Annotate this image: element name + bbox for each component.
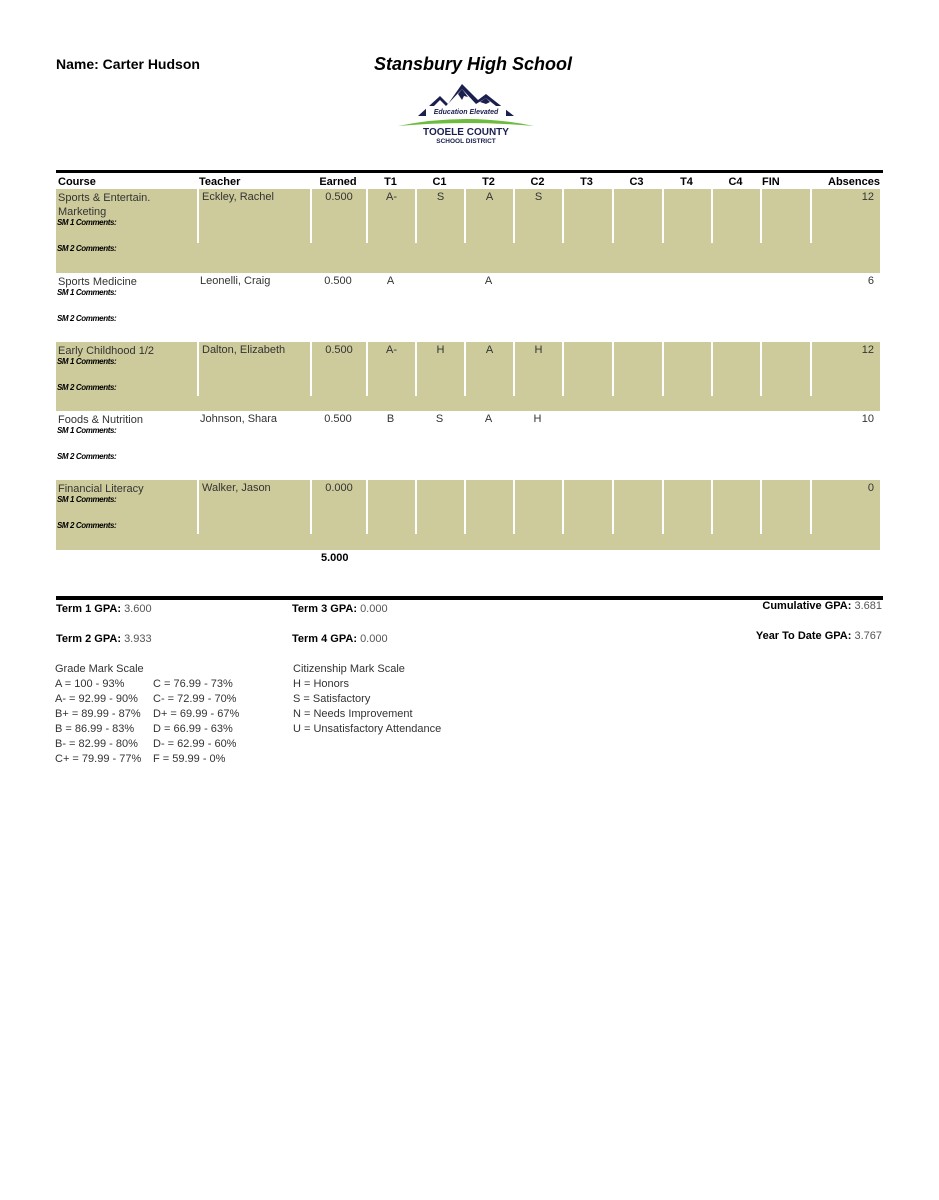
citizenship-c4: [711, 342, 760, 396]
svg-text:TOOELE COUNTY: TOOELE COUNTY: [423, 127, 509, 138]
grade-t1: [366, 480, 415, 534]
grade-scale-item: D = 66.99 - 63%: [153, 723, 233, 735]
grade-t1: A: [386, 275, 395, 287]
table-row: [56, 273, 880, 342]
course-name: Early Childhood 1/2: [58, 345, 155, 357]
citizenship-c1: [415, 273, 464, 327]
grade-t3: [562, 480, 612, 534]
citizenship-c4: [711, 273, 760, 327]
table-row: [56, 189, 880, 273]
sm2-comments-label: SM 2 Comments:: [57, 452, 117, 461]
citizenship-c3: [612, 411, 662, 465]
grade-t3: [562, 342, 612, 396]
school-name: Stansbury High School: [374, 54, 573, 74]
table-row: [56, 411, 880, 480]
citizenship-c1: H: [415, 342, 464, 396]
grade-t4: [662, 273, 711, 327]
citizenship-c2: S: [513, 189, 562, 243]
col-absences: Absences: [828, 176, 880, 188]
course-name: Financial Literacy: [58, 483, 144, 495]
absences-count: 0: [810, 480, 880, 534]
col-t2: T2: [482, 176, 495, 188]
sm1-comments-label: SM 1 Comments:: [57, 426, 117, 435]
grade-t1: A-: [366, 342, 415, 396]
grade-scale-title: Grade Mark Scale: [55, 663, 144, 675]
grade-scale-item: B+ = 89.99 - 87%: [55, 708, 141, 720]
citizenship-c4: [711, 189, 760, 243]
course-name: Sports Medicine: [58, 276, 137, 288]
grade-t2: A: [484, 275, 493, 287]
term1-gpa: Term 1 GPA: 3.600: [56, 603, 152, 615]
grade-t2: A: [484, 413, 493, 425]
citizenship-c4: [711, 480, 760, 534]
citizenship-scale-item: U = Unsatisfactory Attendance: [293, 723, 442, 735]
grade-final: [760, 189, 810, 243]
student-name: Name: Carter Hudson: [56, 56, 200, 72]
sm2-comments-label: SM 2 Comments:: [57, 521, 117, 530]
credits-earned: 0.000: [310, 480, 366, 534]
citizenship-c1: [415, 480, 464, 534]
citizenship-scale-item: N = Needs Improvement: [293, 708, 413, 720]
district-logo: [396, 82, 536, 148]
gpa-top-rule: [56, 596, 883, 600]
grade-t2: [464, 480, 513, 534]
term3-gpa: Term 3 GPA: 0.000: [292, 603, 388, 615]
col-c1: C1: [432, 176, 447, 188]
citizenship-c3: [612, 189, 662, 243]
grade-scale-item: C+ = 79.99 - 77%: [55, 753, 142, 765]
grade-t3: [562, 189, 612, 243]
grade-scale-item: B- = 82.99 - 80%: [55, 738, 138, 750]
col-course: Course: [58, 176, 96, 188]
total-earned: 5.000: [321, 552, 349, 564]
credits-earned: 0.500: [324, 275, 352, 287]
sm1-comments-label: SM 1 Comments:: [57, 218, 117, 227]
col-c2: C2: [530, 176, 545, 188]
sm1-comments-label: SM 1 Comments:: [57, 495, 117, 504]
grade-final: [760, 342, 810, 396]
grade-t1: A-: [366, 189, 415, 243]
grade-t4: [662, 411, 711, 465]
grade-scale-item: C- = 72.99 - 70%: [153, 693, 237, 705]
citizenship-scale-item: H = Honors: [293, 678, 349, 690]
col-t4: T4: [680, 176, 693, 188]
col-c4: C4: [728, 176, 743, 188]
citizenship-c3: [612, 273, 662, 327]
citizenship-c1: S: [415, 189, 464, 243]
citizenship-scale-title: Citizenship Mark Scale: [293, 663, 405, 675]
grade-t4: [662, 480, 711, 534]
sm1-comments-label: SM 1 Comments:: [57, 288, 117, 297]
citizenship-c3: [612, 342, 662, 396]
course-name: Foods & Nutrition: [58, 414, 143, 426]
sm2-comments-label: SM 2 Comments:: [57, 383, 117, 392]
col-earned: Earned: [319, 176, 357, 188]
grade-scale-item: A- = 92.99 - 90%: [55, 693, 138, 705]
absences-count: 10: [861, 413, 874, 425]
citizenship-c2: H: [513, 342, 562, 396]
grades-table-header: [56, 176, 883, 189]
absences-count: 12: [810, 189, 880, 243]
sm2-comments-label: SM 2 Comments:: [57, 314, 117, 323]
grade-scale-item: C = 76.99 - 73%: [153, 678, 233, 690]
grade-t2: A: [464, 189, 513, 243]
grade-scale-item: A = 100 - 93%: [55, 678, 125, 690]
term2-gpa: Term 2 GPA: 3.933: [56, 633, 152, 645]
grade-final: [760, 411, 810, 465]
cumulative-gpa: Cumulative GPA: 3.681: [762, 600, 882, 612]
sm1-comments-label: SM 1 Comments:: [57, 357, 117, 366]
grade-scale-item: D+ = 69.99 - 67%: [153, 708, 240, 720]
citizenship-scale-item: S = Satisfactory: [293, 693, 371, 705]
grade-scale-item: B = 86.99 - 83%: [55, 723, 135, 735]
teacher-name: Eckley, Rachel: [197, 189, 310, 243]
citizenship-mark-scale: [293, 662, 441, 737]
grade-t3: [562, 411, 612, 465]
table-top-rule: [56, 170, 883, 173]
credits-earned: 0.500: [324, 413, 352, 425]
grade-t4: [662, 342, 711, 396]
teacher-name: Johnson, Shara: [200, 413, 278, 425]
col-t1: T1: [384, 176, 397, 188]
teacher-name: Walker, Jason: [197, 480, 310, 534]
year-to-date-gpa: Year To Date GPA: 3.767: [755, 630, 882, 642]
term4-gpa: Term 4 GPA: 0.000: [292, 633, 388, 645]
table-row: [56, 480, 880, 550]
col-teacher: Teacher: [199, 176, 241, 188]
svg-text:SCHOOL DISTRICT: SCHOOL DISTRICT: [436, 138, 496, 145]
grade-t1: B: [386, 413, 395, 425]
teacher-name: Leonelli, Craig: [200, 275, 271, 287]
citizenship-c2: [513, 273, 562, 327]
credits-earned: 0.500: [310, 189, 366, 243]
mountain-logo-icon: [396, 82, 536, 148]
citizenship-c2: H: [533, 413, 542, 425]
grade-final: [760, 480, 810, 534]
citizenship-c2: [513, 480, 562, 534]
grade-scale-item: D- = 62.99 - 60%: [153, 738, 237, 750]
grade-scale-item: F = 59.99 - 0%: [153, 753, 226, 765]
table-row: [56, 342, 880, 411]
teacher-name: Dalton, Elizabeth: [197, 342, 310, 396]
absences-count: 6: [867, 275, 874, 287]
col-fin: FIN: [762, 176, 780, 188]
grade-final: [760, 273, 810, 327]
sm2-comments-label: SM 2 Comments:: [57, 244, 117, 253]
absences-count: 12: [810, 342, 880, 396]
citizenship-c1: S: [435, 413, 444, 425]
grade-mark-scale: [55, 662, 263, 767]
grade-t4: [662, 189, 711, 243]
col-t3: T3: [580, 176, 593, 188]
grade-t3: [562, 273, 612, 327]
svg-text:Education Elevated: Education Elevated: [433, 109, 499, 116]
citizenship-c4: [711, 411, 760, 465]
grade-t2: A: [464, 342, 513, 396]
course-name: Sports & Entertain. Marketing: [58, 192, 151, 218]
citizenship-c3: [612, 480, 662, 534]
col-c3: C3: [629, 176, 644, 188]
credits-earned: 0.500: [310, 342, 366, 396]
